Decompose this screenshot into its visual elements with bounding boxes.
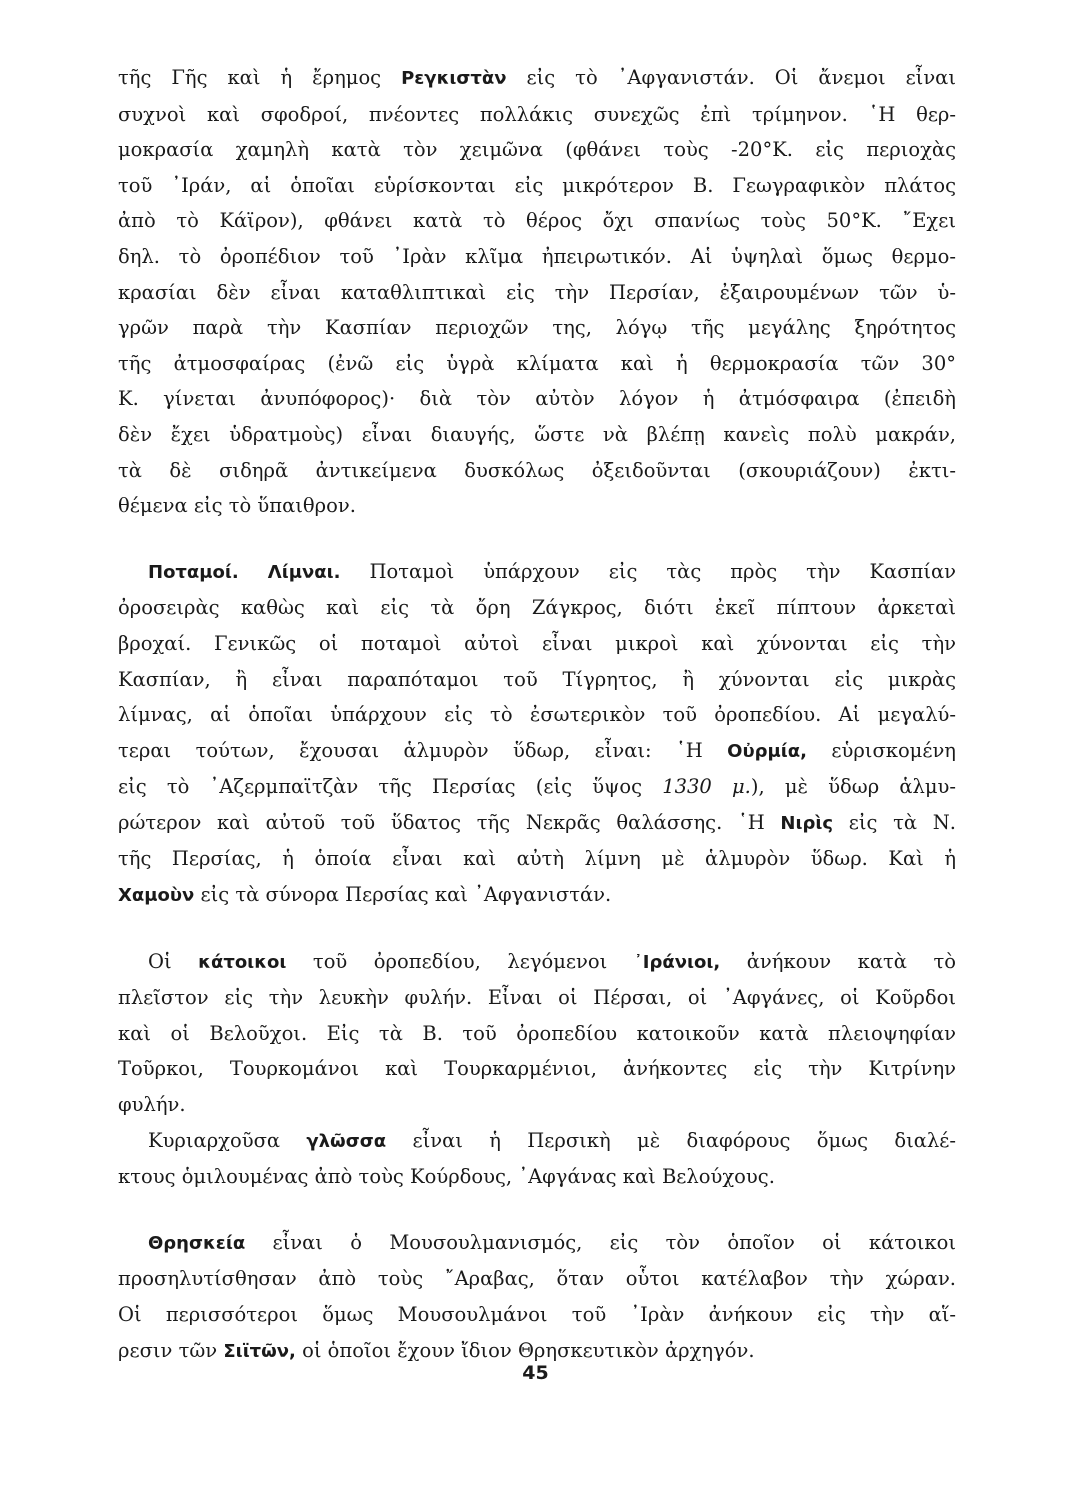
text-line: δὲν ἔχει ὑδρατμοὺς) εἶναι διαυγής, ὥστε νὰ βλέπῃ κανεὶς πολὺ μακράν, <box>118 422 956 446</box>
page-number: 45 <box>522 1362 549 1384</box>
paragraph-rivers-lakes <box>118 554 956 914</box>
bold-term: Οὐρμία, <box>727 740 807 762</box>
text-line: γρῶν παρὰ τὴν Κασπίαν περιοχῶν της, λόγῳ τῆς μεγάλης ξηρότητος <box>118 316 956 340</box>
text-line: Κασπίαν, ἢ εἶναι παραπόταμοι τοῦ Τίγρητος, ἢ χύνονται εἰς μικρὰς <box>118 667 956 691</box>
text-line: βροχαί. Γενικῶς οἱ ποταμοὶ αὐτοὶ εἶναι μικροὶ καὶ χύνονται εἰς τὴν <box>118 631 956 655</box>
text-line: πλεῖστον εἰς τὴν λευκὴν φυλήν. Εἶναι οἱ Πέρσαι, οἱ ᾿Αφγάνες, οἱ Κοῦρδοι <box>118 986 956 1010</box>
text-line: Χαμοὺν εἰς τὰ σύνορα Περσίας καὶ ᾿Αφγανιστάν. <box>118 883 612 907</box>
text-line: τοῦ ᾿Ιράν, αἱ ὁποῖαι εὑρίσκονται εἰς μικρότερον Β. Γεωγραφικὸν πλάτος <box>118 173 956 197</box>
text-line: ρεσιν τῶν Σιϊτῶν, οἱ ὁποῖοι ἔχουν ἴδιον Θρησκευτικὸν ἀρχηγόν. <box>118 1338 755 1362</box>
paragraph-religion <box>118 1225 956 1369</box>
bold-term: Χαμοὺν <box>118 885 195 907</box>
text-line: τὰ δὲ σιδηρᾶ ἀντικείμενα δυσκόλως ὀξειδοῦνται (σκουριάζουν) ἐκτι- <box>118 458 956 482</box>
text-line: τῆς ἀτμοσφαίρας (ἐνῶ εἰς ὑγρὰ κλίματα καὶ ἡ θερμοκρασία τῶν 30° <box>118 351 956 375</box>
text-line: τῆς Περσίας, ἡ ὁποία εἶναι καὶ αὐτὴ λίμνη μὲ ἁλμυρὸν ὕδωρ. Καὶ ἡ <box>118 847 956 871</box>
bold-term: Ρεγκιστὰν <box>401 68 507 89</box>
text-line: Οἱ περισσότεροι ὅμως Μουσουλμάνοι τοῦ ᾿Ιρὰν ἀνήκουν εἰς τὴν αἵ- <box>118 1303 956 1326</box>
text-line: Τοῦρκοι, Τουρκομάνοι καὶ Τουρκαρμένιοι, ἀνήκοντες εἰς τὴν Κιτρίνην <box>118 1057 956 1081</box>
text-line: ρώτερον καὶ αὐτοῦ τοῦ ὕδατος τῆς Νεκρᾶς θαλάσσης. ῾Η Νιρὶς εἰς τὰ Ν. <box>118 810 957 834</box>
text-line: Ποταμοί. Λίμναι. Ποταμοὶ ὑπάρχουν εἰς τὰς πρὸς τὴν Κασπίαν <box>148 559 956 583</box>
text-line: μοκρασία χαμηλὴ κατὰ τὸν χειμῶνα (φθάνει τοὺς -20°Κ. εἰς περιοχὰς <box>118 138 956 162</box>
bold-term: Νιρὶς <box>780 812 834 834</box>
text-line: προσηλυτίσθησαν ἀπὸ τοὺς ῎Αραβας, ὅταν οὗτοι κατέλαβον τὴν χώραν. <box>118 1267 956 1291</box>
text-line: Κ. γίνεται ἀνυπόφορος)· διὰ τὸν αὐτὸν λόγον ἡ ἀτμόσφαιρα (ἐπειδὴ <box>118 387 956 411</box>
text-line: δηλ. τὸ ὀροπέδιον τοῦ ᾿Ιρὰν κλῖμα ἠπειρωτικόν. Αἱ ὑψηλαὶ ὅμως θερμο- <box>118 244 956 268</box>
text-line: εἰς τὸ ᾿Αζερμπαϊτζὰν τῆς Περσίας (εἰς ὕψος 1330 μ.), μὲ ὕδωρ ἁλμυ- <box>118 775 956 799</box>
paragraph-inhabitants <box>118 944 956 1123</box>
bold-term: Θρησκεία <box>148 1232 246 1254</box>
text-line: ἀπὸ τὸ Κάϊρον), φθάνει κατὰ τὸ θέρος ὄχι σπανίως τοὺς 50°Κ. ῎Εχει <box>118 209 956 233</box>
paragraph-language <box>118 1123 956 1195</box>
text-line: κρασίαι δὲν εἶναι καταθλιπτικαὶ εἰς τὴν Περσίαν, ἐξαιρουμένων τῶν ὑ- <box>118 280 956 304</box>
bold-term: Σιϊτῶν, <box>223 1340 296 1362</box>
text-line: Θρησκεία εἶναι ὁ Μουσουλμανισμός, εἰς τὸν ὁποῖον οἱ κάτοικοι <box>148 1230 956 1254</box>
text-line: λίμνας, αἱ ὁποῖαι ὑπάρχουν εἰς τὸ ἐσωτερικὸν τοῦ ὀροπεδίου. Αἱ μεγαλύ- <box>118 703 956 727</box>
text-line: τεραι τούτων, ἔχουσαι ἁλμυρὸν ὕδωρ, εἶναι: ῾Η Οὐρμία, εὑρισκομένη <box>118 738 956 762</box>
text-line: συχνοὶ καὶ σφοδροί, πνέοντες πολλάκις συνεχῶς ἐπὶ τρίμηνον. ῾Η θερ- <box>118 102 956 126</box>
text-line: φυλήν. <box>118 1093 186 1117</box>
paragraph-climate <box>118 60 956 524</box>
text-line: ὀροσειρὰς καθὼς καὶ εἰς τὰ ὄρη Ζάγκρος, διότι ἐκεῖ πίπτουν ἀρκεταὶ <box>118 596 956 620</box>
text-line: θέμενα εἰς τὸ ὕπαιθρον. <box>118 494 356 518</box>
bold-term: κάτοικοι <box>198 951 287 973</box>
page-body <box>118 60 956 1369</box>
text-line: Κυριαρχοῦσα γλῶσσα εἶναι ἡ Περσικὴ μὲ διαφόρους ὅμως διαλέ- <box>148 1128 956 1152</box>
text-line: τῆς Γῆς καὶ ἡ ἔρημος Ρεγκιστὰν εἰς τὸ ᾿Αφγανιστάν. Οἱ ἄνεμοι εἶναι <box>118 66 956 89</box>
text-line: κτους ὁμιλουμένας ἀπὸ τοὺς Κούρδους, ᾿Αφγάνας καὶ Βελούχους. <box>118 1165 775 1189</box>
text-line: Οἱ κάτοικοι τοῦ ὀροπεδίου, λεγόμενοι ᾿Ιράνιοι, ἀνήκουν κατὰ τὸ <box>148 949 956 973</box>
italic-term: 1330 μ. <box>662 775 751 799</box>
bold-term: ᾿Ιράνιοι, <box>633 951 721 973</box>
bold-term: γλῶσσα <box>306 1130 387 1152</box>
bold-term: Ποταμοί. Λίμναι. <box>148 561 341 583</box>
text-line: καὶ οἱ Βελοῦχοι. Εἰς τὰ Β. τοῦ ὀροπεδίου κατοικοῦν κατὰ πλειοψηφίαν <box>118 1021 956 1045</box>
